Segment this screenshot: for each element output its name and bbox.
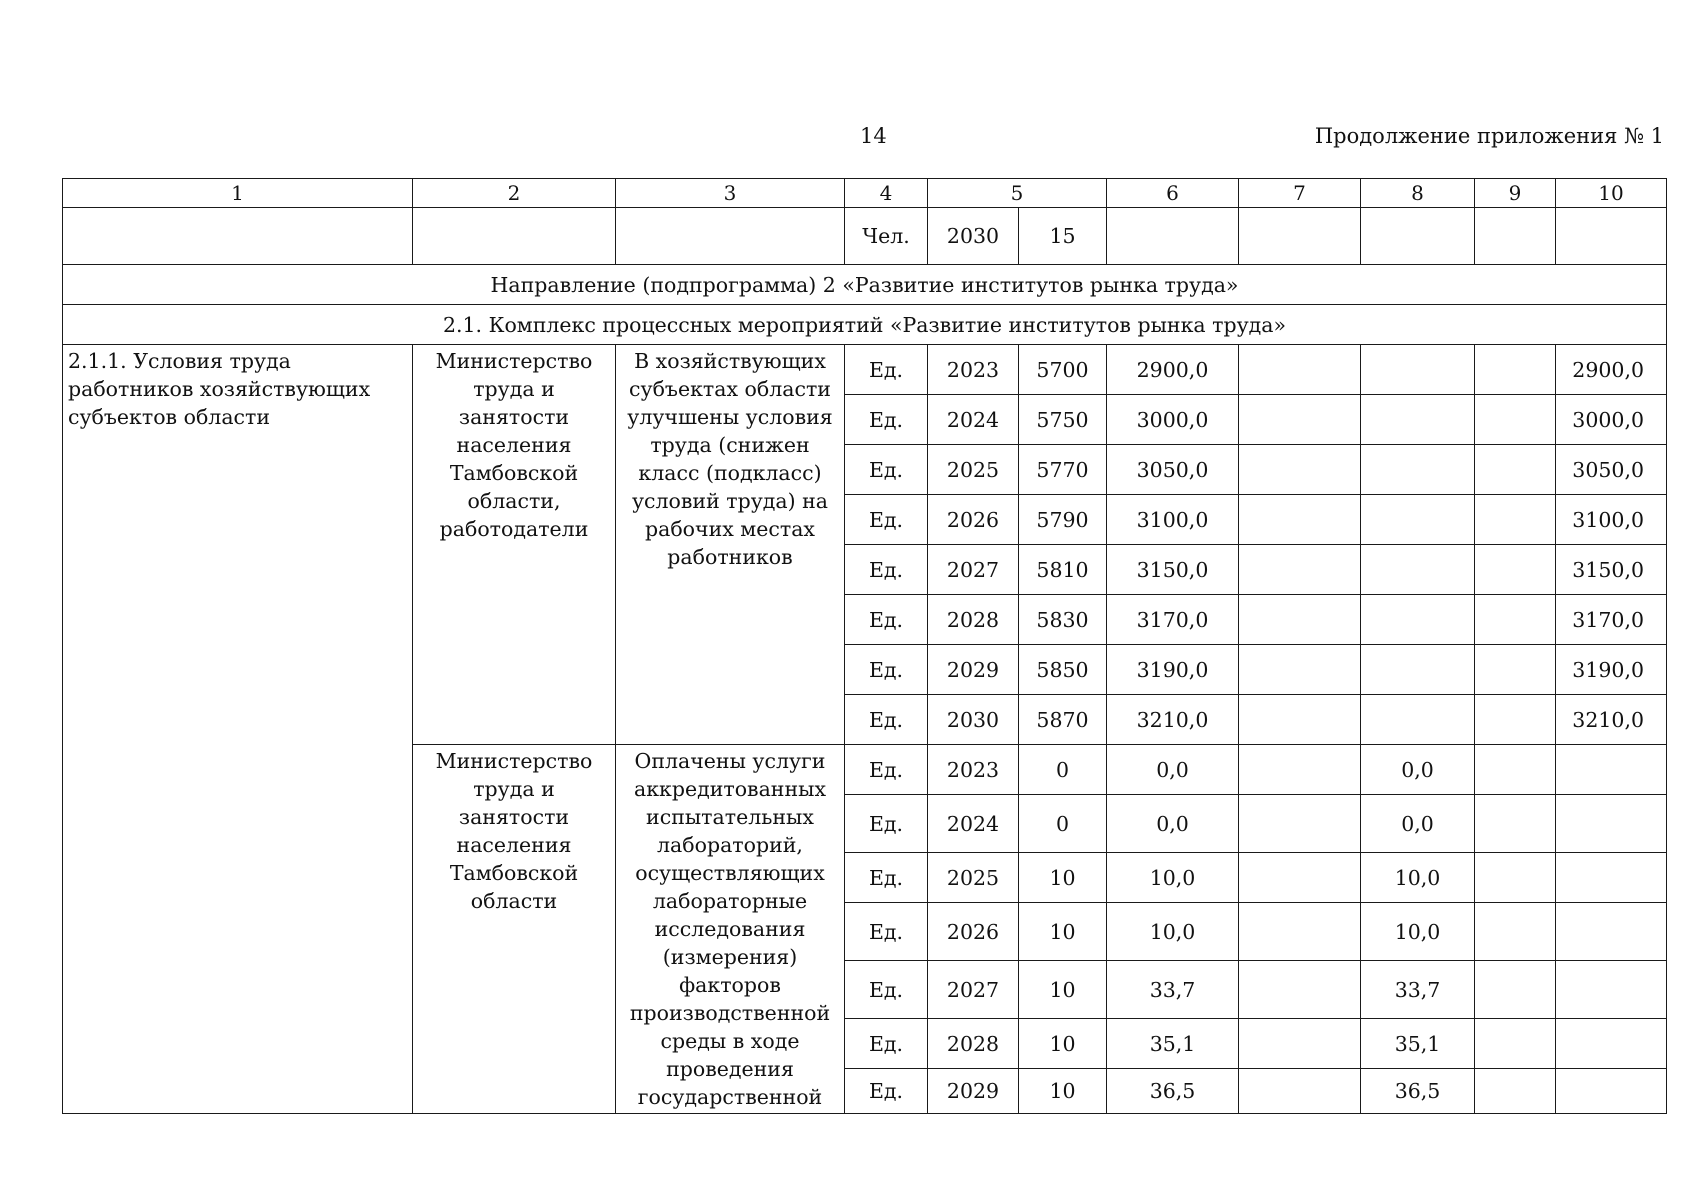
cell-col8: 10,0 — [1361, 903, 1475, 961]
cell-col6: 0,0 — [1107, 745, 1239, 795]
cell-col7 — [1239, 595, 1361, 645]
cell-col6: 3190,0 — [1107, 645, 1239, 695]
cell-col7 — [1239, 345, 1361, 395]
cell-col10: 3000,0 — [1556, 395, 1667, 445]
table-row — [63, 345, 1667, 395]
cell-col10: 3190,0 — [1556, 645, 1667, 695]
cell-col8 — [1361, 695, 1475, 745]
cell-unit: Ед. — [845, 545, 928, 595]
col-number-4: 4 — [845, 179, 928, 208]
executor-cell: Министерство труда и занятости населения Тамбовской области, работодатели — [413, 345, 616, 745]
cell-col7 — [1239, 645, 1361, 695]
executor-cell: Министерство труда и занятости населения Тамбовской области — [413, 745, 616, 1114]
cell-col6: 3150,0 — [1107, 545, 1239, 595]
cell-col7 — [1239, 1069, 1361, 1114]
cell-col9 — [1475, 853, 1556, 903]
cell-unit: Ед. — [845, 495, 928, 545]
cell-col6: 3000,0 — [1107, 395, 1239, 445]
cell-empty — [616, 208, 845, 265]
cell-col9 — [1475, 395, 1556, 445]
cell-value: 0 — [1019, 795, 1107, 853]
cell-col8 — [1361, 395, 1475, 445]
cell-col9 — [1475, 903, 1556, 961]
cell-unit: Ед. — [845, 445, 928, 495]
cell-col6: 3210,0 — [1107, 695, 1239, 745]
cell-value: 5870 — [1019, 695, 1107, 745]
cell-value: 5810 — [1019, 545, 1107, 595]
cell-col7 — [1239, 795, 1361, 853]
cell-year: 2023 — [928, 745, 1019, 795]
cell-col7 — [1239, 853, 1361, 903]
cell-value: 10 — [1019, 853, 1107, 903]
cell-col8 — [1361, 445, 1475, 495]
cell-col10 — [1556, 1019, 1667, 1069]
cell-value: 10 — [1019, 1069, 1107, 1114]
cell-col8: 0,0 — [1361, 795, 1475, 853]
cell-year: 2025 — [928, 445, 1019, 495]
cell-col6: 33,7 — [1107, 961, 1239, 1019]
cell-col10: 3170,0 — [1556, 595, 1667, 645]
cell-empty — [63, 208, 413, 265]
cell-col7 — [1239, 961, 1361, 1019]
cell-value: 5850 — [1019, 645, 1107, 695]
cell-unit: Ед. — [845, 645, 928, 695]
cell-col9 — [1475, 445, 1556, 495]
cell-unit: Ед. — [845, 853, 928, 903]
appendix-continuation: Продолжение приложения № 1 — [1314, 124, 1664, 148]
cell-col9 — [1475, 345, 1556, 395]
cell-year: 2029 — [928, 1069, 1019, 1114]
cell-col8: 35,1 — [1361, 1019, 1475, 1069]
cell-col6: 0,0 — [1107, 795, 1239, 853]
cell-col10: 3150,0 — [1556, 545, 1667, 595]
cell-col7 — [1239, 395, 1361, 445]
cell-col10 — [1556, 903, 1667, 961]
cell-year: 2030 — [928, 695, 1019, 745]
col-number-6: 6 — [1107, 179, 1239, 208]
col-number-9: 9 — [1475, 179, 1556, 208]
cell-col7 — [1239, 745, 1361, 795]
cell-col9 — [1475, 1019, 1556, 1069]
cell-value: 10 — [1019, 903, 1107, 961]
cell-col10: 3100,0 — [1556, 495, 1667, 545]
cell-col10 — [1556, 853, 1667, 903]
cell-year: 2023 — [928, 345, 1019, 395]
result-cell: В хозяйствующих субъектах области улучшены условия труда (снижен класс (подкласс) условий труда) на рабочих местах работников — [616, 345, 845, 745]
cell-col8: 0,0 — [1361, 745, 1475, 795]
cell-col7 — [1239, 495, 1361, 545]
cell-col6: 2900,0 — [1107, 345, 1239, 395]
cell-unit: Ед. — [845, 595, 928, 645]
direction-title: Направление (подпрограмма) 2 «Развитие институтов рынка труда» — [63, 265, 1667, 305]
cell-col6: 10,0 — [1107, 903, 1239, 961]
cell-col9 — [1475, 1069, 1556, 1114]
cell-col6: 3050,0 — [1107, 445, 1239, 495]
cell-col7 — [1239, 545, 1361, 595]
col-number-2: 2 — [413, 179, 616, 208]
col-number-5: 5 — [928, 179, 1107, 208]
cell-value: 5750 — [1019, 395, 1107, 445]
cell-unit: Ед. — [845, 961, 928, 1019]
cell-col6: 3170,0 — [1107, 595, 1239, 645]
cell-value: 5790 — [1019, 495, 1107, 545]
cell-unit: Ед. — [845, 695, 928, 745]
cell-unit: Ед. — [845, 903, 928, 961]
cell-col8: 33,7 — [1361, 961, 1475, 1019]
complex-row — [63, 305, 1667, 345]
cell-value: 10 — [1019, 1019, 1107, 1069]
cell-empty — [1239, 208, 1361, 265]
cell-year: 2028 — [928, 595, 1019, 645]
cell-col8 — [1361, 495, 1475, 545]
cell-unit: Ед. — [845, 1069, 928, 1114]
cell-empty — [1107, 208, 1239, 265]
cell-col9 — [1475, 495, 1556, 545]
cell-col8 — [1361, 645, 1475, 695]
cell-col9 — [1475, 695, 1556, 745]
cell-value: 10 — [1019, 961, 1107, 1019]
cell-year: 2026 — [928, 495, 1019, 545]
indicators-table — [62, 178, 1667, 1114]
cell-value: 15 — [1019, 208, 1107, 265]
cell-col9 — [1475, 795, 1556, 853]
cell-col10 — [1556, 745, 1667, 795]
page-number: 14 — [860, 124, 887, 148]
table-body — [63, 179, 1667, 1114]
cell-col10: 2900,0 — [1556, 345, 1667, 395]
col-number-7: 7 — [1239, 179, 1361, 208]
cell-col9 — [1475, 745, 1556, 795]
cell-col10: 3050,0 — [1556, 445, 1667, 495]
cell-unit: Ед. — [845, 1019, 928, 1069]
cell-value: 5700 — [1019, 345, 1107, 395]
cell-empty — [1361, 208, 1475, 265]
col-number-3: 3 — [616, 179, 845, 208]
complex-title: 2.1. Комплекс процессных мероприятий «Развитие институтов рынка труда» — [63, 305, 1667, 345]
cell-empty — [1556, 208, 1667, 265]
cell-col6: 35,1 — [1107, 1019, 1239, 1069]
direction-row — [63, 265, 1667, 305]
cell-col6: 3100,0 — [1107, 495, 1239, 545]
cell-col8: 36,5 — [1361, 1069, 1475, 1114]
cell-col8: 10,0 — [1361, 853, 1475, 903]
cell-year: 2024 — [928, 795, 1019, 853]
cell-col7 — [1239, 1019, 1361, 1069]
cell-year: 2025 — [928, 853, 1019, 903]
cell-col8 — [1361, 595, 1475, 645]
result-cell: Оплачены услуги аккредитованных испытательных лабораторий, осуществляющих лабораторные исследования (измерения) факторов производственной среды в ходе проведения государственной — [616, 745, 845, 1114]
col-number-1: 1 — [63, 179, 413, 208]
cell-col9 — [1475, 595, 1556, 645]
cell-col10 — [1556, 961, 1667, 1019]
col-number-10: 10 — [1556, 179, 1667, 208]
cell-col6: 36,5 — [1107, 1069, 1239, 1114]
cell-col10 — [1556, 795, 1667, 853]
cell-unit: Чел. — [845, 208, 928, 265]
cell-year: 2029 — [928, 645, 1019, 695]
cell-unit: Ед. — [845, 745, 928, 795]
cell-unit: Ед. — [845, 345, 928, 395]
col-number-8: 8 — [1361, 179, 1475, 208]
cell-year: 2026 — [928, 903, 1019, 961]
cell-col8 — [1361, 345, 1475, 395]
cell-year: 2027 — [928, 961, 1019, 1019]
cell-col10 — [1556, 1069, 1667, 1114]
column-number-row — [63, 179, 1667, 208]
cell-col8 — [1361, 545, 1475, 595]
cell-year: 2024 — [928, 395, 1019, 445]
cell-value: 0 — [1019, 745, 1107, 795]
measure-name: 2.1.1. Условия труда работников хозяйствующих субъектов области — [63, 345, 413, 1114]
cell-col7 — [1239, 695, 1361, 745]
cell-col7 — [1239, 903, 1361, 961]
cell-col9 — [1475, 545, 1556, 595]
cell-col6: 10,0 — [1107, 853, 1239, 903]
cell-unit: Ед. — [845, 795, 928, 853]
cell-col10: 3210,0 — [1556, 695, 1667, 745]
cell-value: 5770 — [1019, 445, 1107, 495]
cell-unit: Ед. — [845, 395, 928, 445]
carryover-row — [63, 208, 1667, 265]
cell-col7 — [1239, 445, 1361, 495]
cell-empty — [1475, 208, 1556, 265]
cell-year: 2027 — [928, 545, 1019, 595]
cell-year: 2028 — [928, 1019, 1019, 1069]
cell-col9 — [1475, 645, 1556, 695]
cell-col9 — [1475, 961, 1556, 1019]
cell-year: 2030 — [928, 208, 1019, 265]
cell-value: 5830 — [1019, 595, 1107, 645]
cell-empty — [413, 208, 616, 265]
